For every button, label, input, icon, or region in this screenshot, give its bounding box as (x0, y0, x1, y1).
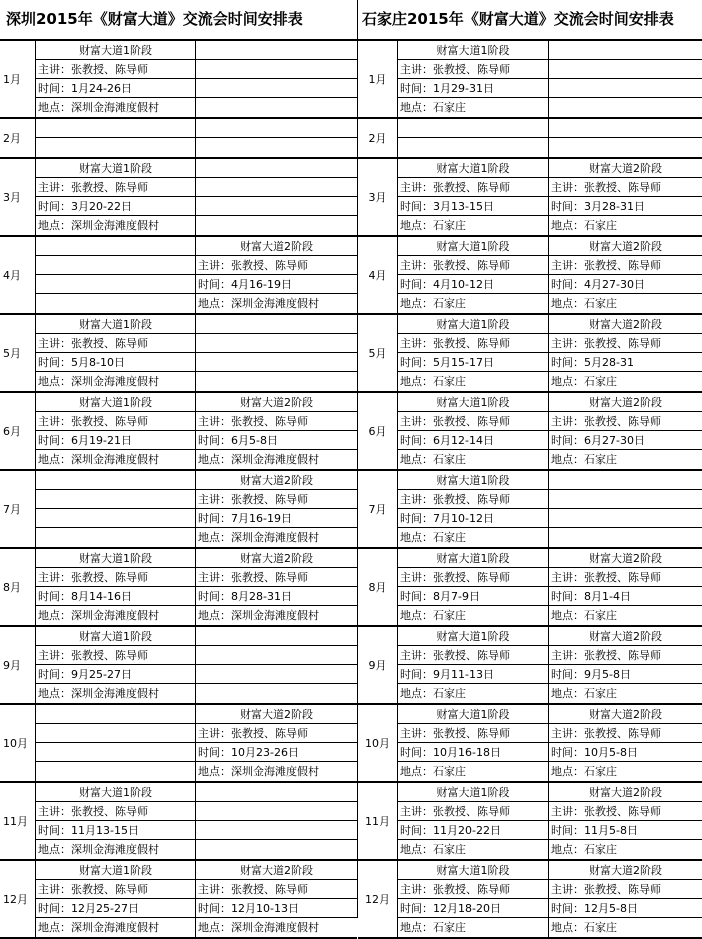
session-speaker: 主讲：张教授、陈导师 (398, 568, 548, 587)
session-speaker: 主讲：张教授、陈导师 (398, 802, 548, 821)
stage-1-column (398, 315, 549, 391)
month-block (358, 471, 702, 549)
session-stage-header: 财富大道2阶段 (196, 393, 357, 412)
session-stage-header: 财富大道1阶段 (398, 41, 548, 60)
month-block (0, 627, 357, 705)
session-speaker: 主讲：张教授、陈导师 (398, 178, 548, 197)
stage-1-column (36, 315, 196, 391)
session-speaker: 主讲：张教授、陈导师 (549, 802, 702, 821)
empty-cell (36, 762, 195, 781)
session-time: 时间：8月7-9日 (398, 587, 548, 606)
session-location: 地点：石家庄 (400, 531, 466, 544)
session-speaker: 主讲：张教授、陈导师 (549, 256, 702, 275)
empty-cell (549, 509, 702, 528)
month-block (358, 41, 702, 119)
session-time: 时间：9月11-13日 (398, 665, 548, 684)
empty-cell (196, 646, 357, 665)
session-speaker: 主讲：张教授、陈导师 (196, 880, 357, 899)
month-label: 5月 (0, 315, 36, 391)
empty-cell (549, 138, 702, 157)
empty-cell (196, 315, 357, 334)
session-time: 时间：1月24-26日 (36, 79, 195, 98)
session-stage-header: 财富大道1阶段 (398, 393, 548, 412)
empty-cell (196, 353, 357, 372)
session-time: 时间：7月10-12日 (398, 509, 548, 528)
session-time: 时间：1月29-31日 (398, 79, 548, 98)
session-stage-header: 财富大道1阶段 (36, 783, 195, 802)
session-stage-header: 财富大道2阶段 (549, 393, 702, 412)
session-time: 时间：5月8-10日 (36, 353, 195, 372)
session-location: 地点：石家庄 (400, 101, 466, 114)
session-location: 地点：深圳金海滩度假村 (38, 453, 159, 466)
month-block (358, 119, 702, 159)
session-time: 时间：12月25-27日 (36, 899, 195, 918)
month-label: 1月 (358, 41, 398, 117)
session-time: 时间：3月28-31日 (549, 197, 702, 216)
session-stage-header: 财富大道1阶段 (36, 627, 195, 646)
empty-cell (196, 197, 357, 216)
stage-1-column (36, 471, 196, 547)
month-label: 2月 (358, 119, 398, 157)
month-label: 12月 (0, 861, 36, 937)
month-label: 3月 (358, 159, 398, 235)
empty-cell (36, 256, 195, 275)
stage-2-column (196, 119, 357, 157)
session-location: 地点：石家庄 (400, 843, 466, 856)
session-location: 地点：深圳金海滩度假村 (38, 609, 159, 622)
empty-cell (196, 98, 357, 117)
empty-cell (398, 119, 548, 138)
stage-2-column (196, 471, 357, 547)
month-block (0, 705, 357, 783)
stage-1-column (398, 237, 549, 313)
session-location: 地点：深圳金海滩度假村 (198, 297, 319, 310)
empty-cell (196, 802, 357, 821)
empty-cell (196, 665, 357, 684)
session-speaker: 主讲：张教授、陈导师 (36, 412, 195, 431)
stage-2-column (549, 315, 702, 391)
session-stage-header: 财富大道1阶段 (36, 549, 195, 568)
empty-cell (549, 98, 702, 117)
session-speaker: 主讲：张教授、陈导师 (398, 256, 548, 275)
session-speaker: 主讲：张教授、陈导师 (36, 646, 195, 665)
empty-cell (196, 138, 357, 157)
session-stage-header: 财富大道1阶段 (398, 705, 548, 724)
session-time: 时间：10月16-18日 (398, 743, 548, 762)
empty-cell (36, 294, 195, 313)
empty-cell (196, 216, 357, 235)
stage-1-column (398, 861, 549, 937)
month-label: 3月 (0, 159, 36, 235)
session-location: 地点：石家庄 (551, 843, 617, 856)
month-block (358, 627, 702, 705)
empty-cell (196, 334, 357, 353)
session-time: 时间：4月10-12日 (398, 275, 548, 294)
session-stage-header: 财富大道1阶段 (36, 393, 195, 412)
session-stage-header: 财富大道2阶段 (549, 783, 702, 802)
session-stage-header: 财富大道2阶段 (196, 471, 357, 490)
empty-cell (398, 138, 548, 157)
session-time: 时间：9月25-27日 (36, 665, 195, 684)
session-stage-header: 财富大道2阶段 (549, 159, 702, 178)
session-speaker: 主讲：张教授、陈导师 (36, 802, 195, 821)
session-location: 地点：深圳金海滩度假村 (198, 531, 319, 544)
session-stage-header: 财富大道2阶段 (196, 549, 357, 568)
stage-2-column (196, 861, 357, 937)
month-block (0, 119, 357, 159)
session-stage-header: 财富大道1阶段 (398, 861, 548, 880)
month-block (358, 861, 702, 939)
stage-2-column (549, 119, 702, 157)
session-location: 地点：石家庄 (400, 297, 466, 310)
session-time: 时间：7月16-19日 (196, 509, 357, 528)
session-speaker: 主讲：张教授、陈导师 (196, 256, 357, 275)
shenzhen-title: 深圳2015年《财富大道》交流会时间安排表 (0, 0, 357, 41)
session-location: 地点：石家庄 (400, 453, 466, 466)
session-time: 时间：9月5-8日 (549, 665, 702, 684)
session-stage-header: 财富大道2阶段 (196, 237, 357, 256)
session-speaker: 主讲：张教授、陈导师 (398, 646, 548, 665)
session-location: 地点：深圳金海滩度假村 (38, 375, 159, 388)
session-stage-header: 财富大道1阶段 (398, 159, 548, 178)
session-stage-header: 财富大道2阶段 (196, 705, 357, 724)
month-block (0, 315, 357, 393)
session-speaker: 主讲：张教授、陈导师 (398, 334, 548, 353)
stage-2-column (196, 705, 357, 781)
empty-cell (549, 79, 702, 98)
session-stage-header: 财富大道1阶段 (398, 471, 548, 490)
empty-cell (36, 528, 195, 547)
session-location: 地点：石家庄 (400, 375, 466, 388)
empty-cell (549, 60, 702, 79)
session-time: 时间：8月28-31日 (196, 587, 357, 606)
session-location: 地点：深圳金海滩度假村 (198, 609, 319, 622)
session-location: 地点：石家庄 (551, 687, 617, 700)
empty-cell (549, 119, 702, 138)
session-time: 时间：8月14-16日 (36, 587, 195, 606)
session-speaker: 主讲：张教授、陈导师 (196, 568, 357, 587)
session-location: 地点：石家庄 (400, 609, 466, 622)
empty-cell (196, 178, 357, 197)
month-block (358, 393, 702, 471)
stage-2-column (196, 627, 357, 703)
month-block (358, 315, 702, 393)
empty-cell (36, 509, 195, 528)
session-stage-header: 财富大道1阶段 (398, 627, 548, 646)
month-block (358, 705, 702, 783)
month-label: 10月 (0, 705, 36, 781)
session-location: 地点：石家庄 (551, 765, 617, 778)
session-stage-header: 财富大道1阶段 (36, 41, 195, 60)
stage-1-column (36, 627, 196, 703)
session-location: 地点：深圳金海滩度假村 (38, 219, 159, 232)
session-time: 时间：6月19-21日 (36, 431, 195, 450)
stage-2-column (549, 159, 702, 235)
session-stage-header: 财富大道1阶段 (398, 237, 548, 256)
month-block (358, 159, 702, 237)
session-stage-header: 财富大道2阶段 (549, 549, 702, 568)
session-time: 时间：10月5-8日 (549, 743, 702, 762)
month-label: 4月 (358, 237, 398, 313)
session-stage-header: 财富大道1阶段 (36, 315, 195, 334)
session-speaker: 主讲：张教授、陈导师 (398, 880, 548, 899)
shenzhen-month-rows (0, 41, 357, 939)
empty-cell (36, 743, 195, 762)
month-label: 4月 (0, 237, 36, 313)
stage-1-column (398, 393, 549, 469)
stage-2-column (196, 549, 357, 625)
stage-2-column (549, 393, 702, 469)
stage-2-column (549, 861, 702, 937)
empty-cell (196, 627, 357, 646)
stage-2-column (549, 471, 702, 547)
stage-2-column (549, 549, 702, 625)
shijiazhuang-month-rows (358, 41, 702, 939)
session-stage-header: 财富大道1阶段 (36, 861, 195, 880)
session-time: 时间：12月5-8日 (549, 899, 702, 918)
empty-cell (36, 471, 195, 490)
month-block (358, 549, 702, 627)
stage-2-column (196, 41, 357, 117)
empty-cell (196, 159, 357, 178)
month-label: 12月 (358, 861, 398, 937)
empty-cell (36, 490, 195, 509)
stage-2-column (549, 705, 702, 781)
month-block (0, 393, 357, 471)
stage-1-column (36, 237, 196, 313)
session-time: 时间：11月5-8日 (549, 821, 702, 840)
stage-1-column (398, 627, 549, 703)
stage-2-column (549, 783, 702, 859)
month-block (0, 861, 357, 939)
session-time: 时间：6月12-14日 (398, 431, 548, 450)
empty-cell (36, 724, 195, 743)
stage-1-column (36, 549, 196, 625)
session-stage-header: 财富大道2阶段 (549, 705, 702, 724)
session-location: 地点：石家庄 (551, 453, 617, 466)
month-label: 6月 (0, 393, 36, 469)
session-time: 时间：6月27-30日 (549, 431, 702, 450)
session-speaker: 主讲：张教授、陈导师 (549, 334, 702, 353)
session-location: 地点：深圳金海滩度假村 (198, 921, 319, 934)
empty-cell (196, 119, 357, 138)
shijiazhuang-schedule (358, 0, 702, 939)
stage-1-column (398, 705, 549, 781)
session-time: 时间：12月10-13日 (196, 899, 357, 918)
month-label: 2月 (0, 119, 36, 157)
session-time: 时间：4月27-30日 (549, 275, 702, 294)
session-speaker: 主讲：张教授、陈导师 (398, 412, 548, 431)
month-label: 11月 (0, 783, 36, 859)
month-label: 10月 (358, 705, 398, 781)
session-speaker: 主讲：张教授、陈导师 (549, 880, 702, 899)
session-location: 地点：深圳金海滩度假村 (38, 687, 159, 700)
empty-cell (196, 821, 357, 840)
session-time: 时间：11月13-15日 (36, 821, 195, 840)
session-speaker: 主讲：张教授、陈导师 (549, 724, 702, 743)
stage-1-column (398, 783, 549, 859)
session-speaker: 主讲：张教授、陈导师 (36, 60, 195, 79)
session-speaker: 主讲：张教授、陈导师 (36, 880, 195, 899)
month-label: 7月 (0, 471, 36, 547)
session-time: 时间：4月16-19日 (196, 275, 357, 294)
session-location: 地点：深圳金海滩度假村 (198, 453, 319, 466)
session-speaker: 主讲：张教授、陈导师 (398, 490, 548, 509)
session-stage-header: 财富大道1阶段 (398, 549, 548, 568)
stage-2-column (549, 41, 702, 117)
stage-1-column (398, 119, 549, 157)
empty-cell (196, 372, 357, 391)
shijiazhuang-title: 石家庄2015年《财富大道》交流会时间安排表 (358, 0, 702, 41)
empty-cell (36, 237, 195, 256)
stage-1-column (36, 705, 196, 781)
session-speaker: 主讲：张教授、陈导师 (549, 568, 702, 587)
month-block (0, 471, 357, 549)
stage-1-column (36, 119, 196, 157)
session-time: 时间：12月18-20日 (398, 899, 548, 918)
empty-cell (549, 490, 702, 509)
month-label: 9月 (0, 627, 36, 703)
session-stage-header: 财富大道2阶段 (549, 861, 702, 880)
session-time: 时间：11月20-22日 (398, 821, 548, 840)
empty-cell (36, 275, 195, 294)
month-label: 7月 (358, 471, 398, 547)
stage-1-column (36, 861, 196, 937)
session-location: 地点：石家庄 (551, 609, 617, 622)
empty-cell (196, 79, 357, 98)
month-block (0, 41, 357, 119)
month-label: 6月 (358, 393, 398, 469)
stage-1-column (398, 549, 549, 625)
empty-cell (196, 41, 357, 60)
empty-cell (549, 41, 702, 60)
session-location: 地点：石家庄 (551, 297, 617, 310)
session-stage-header: 财富大道2阶段 (549, 237, 702, 256)
session-speaker: 主讲：张教授、陈导师 (36, 334, 195, 353)
stage-2-column (196, 393, 357, 469)
month-label: 8月 (358, 549, 398, 625)
stage-1-column (398, 471, 549, 547)
session-speaker: 主讲：张教授、陈导师 (196, 724, 357, 743)
stage-1-column (398, 159, 549, 235)
empty-cell (196, 60, 357, 79)
month-block (0, 159, 357, 237)
stage-1-column (36, 41, 196, 117)
month-block (0, 237, 357, 315)
session-time: 时间：8月1-4日 (549, 587, 702, 606)
stage-2-column (196, 315, 357, 391)
empty-cell (36, 138, 195, 157)
month-block (358, 783, 702, 861)
empty-cell (549, 471, 702, 490)
session-location: 地点：深圳金海滩度假村 (198, 765, 319, 778)
empty-cell (36, 119, 195, 138)
month-label: 11月 (358, 783, 398, 859)
session-stage-header: 财富大道1阶段 (36, 159, 195, 178)
session-location: 地点：石家庄 (551, 375, 617, 388)
session-speaker: 主讲：张教授、陈导师 (549, 646, 702, 665)
stage-1-column (36, 393, 196, 469)
empty-cell (36, 705, 195, 724)
session-speaker: 主讲：张教授、陈导师 (36, 568, 195, 587)
session-location: 地点：石家庄 (551, 921, 617, 934)
session-time: 时间：3月20-22日 (36, 197, 195, 216)
month-label: 9月 (358, 627, 398, 703)
empty-cell (196, 840, 357, 859)
session-time: 时间：5月28-31 (549, 353, 702, 372)
stage-2-column (196, 159, 357, 235)
month-label: 5月 (358, 315, 398, 391)
empty-cell (196, 783, 357, 802)
session-location: 地点：石家庄 (400, 219, 466, 232)
session-stage-header: 财富大道2阶段 (549, 315, 702, 334)
session-speaker: 主讲：张教授、陈导师 (196, 490, 357, 509)
session-stage-header: 财富大道2阶段 (549, 627, 702, 646)
stage-1-column (36, 783, 196, 859)
month-label: 8月 (0, 549, 36, 625)
month-label: 1月 (0, 41, 36, 117)
month-block (358, 237, 702, 315)
empty-cell (196, 684, 357, 703)
stage-2-column (196, 783, 357, 859)
month-block (0, 549, 357, 627)
session-location: 地点：深圳金海滩度假村 (38, 101, 159, 114)
session-location: 地点：深圳金海滩度假村 (38, 843, 159, 856)
stage-2-column (549, 237, 702, 313)
session-location: 地点：深圳金海滩度假村 (38, 921, 159, 934)
session-stage-header: 财富大道2阶段 (196, 861, 357, 880)
empty-cell (549, 528, 702, 547)
session-speaker: 主讲：张教授、陈导师 (398, 724, 548, 743)
session-time: 时间：5月15-17日 (398, 353, 548, 372)
stage-2-column (196, 237, 357, 313)
session-speaker: 主讲：张教授、陈导师 (549, 412, 702, 431)
session-time: 时间：6月5-8日 (196, 431, 357, 450)
month-block (0, 783, 357, 861)
session-time: 时间：3月13-15日 (398, 197, 548, 216)
session-location: 地点：石家庄 (551, 219, 617, 232)
session-stage-header: 财富大道1阶段 (398, 783, 548, 802)
session-location: 地点：石家庄 (400, 765, 466, 778)
session-location: 地点：石家庄 (400, 687, 466, 700)
session-stage-header: 财富大道1阶段 (398, 315, 548, 334)
session-speaker: 主讲：张教授、陈导师 (549, 178, 702, 197)
session-time: 时间：10月23-26日 (196, 743, 357, 762)
session-speaker: 主讲：张教授、陈导师 (196, 412, 357, 431)
session-speaker: 主讲：张教授、陈导师 (398, 60, 548, 79)
stage-1-column (36, 159, 196, 235)
session-speaker: 主讲：张教授、陈导师 (36, 178, 195, 197)
session-location: 地点：石家庄 (400, 921, 466, 934)
stage-2-column (549, 627, 702, 703)
stage-1-column (398, 41, 549, 117)
